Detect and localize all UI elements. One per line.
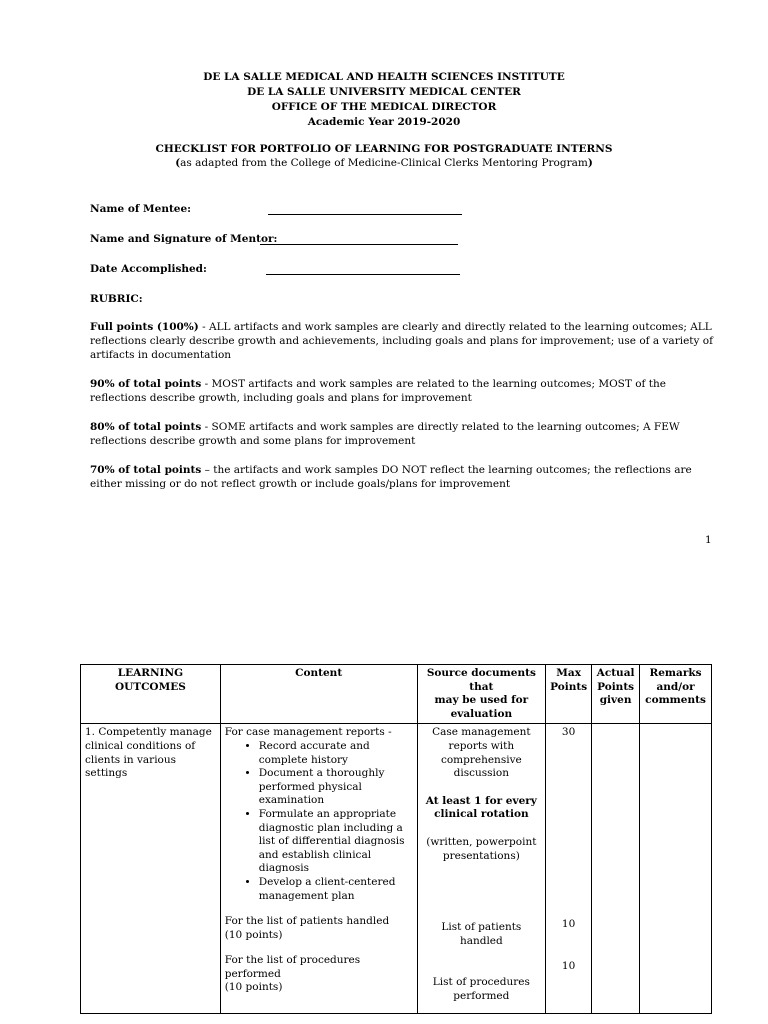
field-date-label: Date Accomplished: xyxy=(90,263,207,275)
checklist-table xyxy=(80,664,712,1014)
header-line-2: DE LA SALLE UNIVERSITY MEDICAL CENTER xyxy=(247,86,521,98)
rubric-item: 80% of total points - SOME artifacts and work samples are directly related to the learning outcomes; A FEW reflections describe growth and some plans for improvement xyxy=(90,421,680,447)
content-bullet-list xyxy=(225,740,413,903)
actual-points-cell[interactable] xyxy=(592,724,640,1014)
title-main: CHECKLIST FOR PORTFOLIO OF LEARNING FOR POSTGRADUATE INTERNS xyxy=(155,143,613,155)
max-points-cell: 30 10 10 xyxy=(546,724,592,1014)
col-source-documents: Source documents that may be used for evaluation xyxy=(417,665,546,724)
col-max-points: Max Points xyxy=(546,665,592,724)
rubric-item: 70% of total points – the artifacts and work samples DO NOT reflect the learning outcomes; the reflections are either missing or do not reflect growth or include goals/plans for improvement xyxy=(90,464,692,490)
list-item: • Document a thoroughly performed physical examination xyxy=(259,767,413,808)
list-item: • Record accurate and complete history xyxy=(259,740,413,767)
field-mentee-label: Name of Mentee: xyxy=(90,203,192,215)
source-cell: Case management reports with comprehensive discussion At least 1 for every clinical rotation (written, powerpoint presentations) List of patients handled List of procedures performed xyxy=(417,724,546,1014)
document-title xyxy=(0,142,768,170)
field-mentor-label: Name and Signature of Mentor: xyxy=(90,233,278,245)
page-number: 1 xyxy=(705,534,712,546)
col-learning-outcomes: LEARNING OUTCOMES xyxy=(81,665,221,724)
rubric-item: Full points (100%) - ALL artifacts and work samples are clearly and directly related to the learning outcomes; ALL reflections clearly describe growth and achievements, including goals and plans for improvement; use of a variety of artifacts in documentation xyxy=(90,321,713,361)
content-patients: For the list of patients handled (10 points) xyxy=(224,915,390,941)
title-subtitle: (as adapted from the College of Medicine-Clinical Clerks Mentoring Program) xyxy=(175,157,593,169)
list-item: • Develop a client-centered management plan xyxy=(259,876,413,903)
mentor-blank-line[interactable] xyxy=(260,232,458,245)
outcome-cell: 1. Competently manage clinical conditions of clients in various settings xyxy=(81,724,221,1014)
remarks-cell[interactable] xyxy=(640,724,712,1014)
rubric-heading: RUBRIC: xyxy=(90,293,143,305)
mentee-blank-line[interactable] xyxy=(268,202,462,215)
content-cell: For case management reports - • Record accurate and complete history • Document a thoroughly performed physical examination • Formulate an appropriate diagnostic plan including a list of differential diagnosis and establish clinical diagnosis • Develop a client-centered management plan For the list of patients handled (10 points) For the list of procedures performed (10 points) xyxy=(220,724,417,1014)
header-line-1: DE LA SALLE MEDICAL AND HEALTH SCIENCES INSTITUTE xyxy=(203,71,565,83)
field-date xyxy=(90,262,207,276)
table-row xyxy=(81,724,712,1014)
col-content: Content xyxy=(220,665,417,724)
table-header-row xyxy=(81,665,712,724)
col-actual-points: Actual Points given xyxy=(592,665,640,724)
field-mentee xyxy=(90,202,191,216)
rubric-item: 90% of total points - MOST artifacts and work samples are related to the learning outcomes; MOST of the reflections describe growth, including goals and plans for improvement xyxy=(90,378,666,404)
field-mentor xyxy=(90,232,277,246)
date-blank-line[interactable] xyxy=(266,262,460,275)
list-item: • Formulate an appropriate diagnostic plan including a list of differential diagnosis and establish clinical diagnosis xyxy=(259,808,413,876)
institution-header xyxy=(0,70,768,130)
header-line-3: OFFICE OF THE MEDICAL DIRECTOR xyxy=(271,101,497,113)
content-procedures: For the list of procedures performed (10 points) xyxy=(224,954,361,994)
col-remarks: Remarks and/or comments xyxy=(640,665,712,724)
header-line-4: Academic Year 2019-2020 xyxy=(307,116,461,128)
